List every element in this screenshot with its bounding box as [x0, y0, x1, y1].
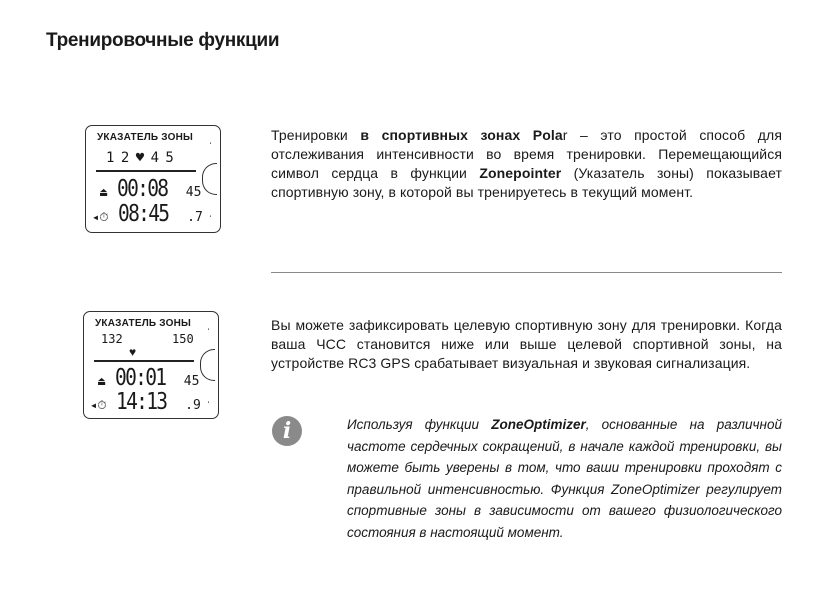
info-note [347, 414, 782, 543]
lap-time-seconds: 45 [183, 374, 200, 389]
lap-time: 00:01 [114, 365, 166, 391]
section-divider [271, 272, 782, 273]
text-part: (Указатель зоны) показывает спортивную зону, в которой вы тренируетесь в текущий момент. [271, 165, 783, 200]
lap-time: 00:08 [116, 176, 168, 202]
device-label: УКАЗАТЕЛЬ ЗОНЫ [95, 318, 192, 329]
bold-text: ZoneOptimizer [491, 417, 586, 432]
device-label: УКАЗАТЕЛЬ ЗОНЫ [97, 132, 194, 143]
stopwatch-icon: ◂⏱ [92, 210, 109, 224]
lap-time-row [98, 365, 199, 391]
lap-icon: ⏏ [100, 185, 108, 199]
zonepointer-description [271, 126, 782, 202]
button-tick-bottom-icon: ˈ [207, 400, 210, 410]
lap-time-seconds: 45 [185, 185, 202, 200]
bold-text: Zonepointer [479, 165, 562, 181]
total-time-tenths: .9 [185, 398, 201, 413]
heart-icon: ♥ [129, 345, 137, 359]
page-title: Тренировочные функции [46, 30, 280, 51]
lap-time-row [100, 176, 201, 202]
button-tick-top-icon: ˌ [207, 320, 210, 330]
button-tick-top-icon: ˌ [209, 134, 212, 144]
lap-icon: ⏏ [98, 374, 106, 388]
device-display-zonelock [83, 311, 219, 419]
text-part: Используя функции [347, 417, 492, 432]
info-icon: i [272, 416, 302, 446]
bezel-arc-icon [200, 349, 215, 381]
zone-baseline [96, 170, 196, 172]
bold-text: в спортивных зонах Pola [360, 127, 563, 143]
text-part: , основанные на различной частоте сердечных сокращений, в начале каждой тренировки, вы можете быть уверены в том, что ваши тренировки проходят с правильной интенсивностью. Функция ZoneOptimizer регулирует спортивные зоны в зависимости от вашего физиологического состояния в настоящий момент. [347, 417, 782, 540]
stopwatch-icon: ◂⏱ [90, 398, 107, 412]
text-part: Тренировки [271, 127, 361, 143]
total-time-row [92, 201, 203, 227]
button-tick-bottom-icon: ˈ [209, 214, 212, 224]
hr-limit-high: 150 [172, 332, 194, 346]
zone-lock-description: Вы можете зафиксировать целевую спортивную зону для тренировки. Когда ваша ЧСС становится ниже или выше целевой спортивной зоны, на устройстве RC3 GPS срабатывает визуальная и звуковая сигнализация. [271, 317, 782, 371]
text-part: r – это простой способ для отслеживания интенсивности во время тренировки. Перемещающийся символ сердца в функции [271, 127, 782, 181]
zone-indicator: 1 2 ♥ 4 5 [106, 150, 173, 166]
bezel-arc-icon [202, 163, 217, 195]
total-time: 14:13 [116, 389, 167, 415]
hr-limit-low: 132 [101, 332, 123, 346]
total-time-tenths: .7 [187, 210, 203, 225]
device-display-zonepointer [85, 125, 221, 233]
total-time: 08:45 [118, 201, 169, 227]
total-time-row [90, 389, 201, 415]
zone-baseline [94, 360, 194, 362]
